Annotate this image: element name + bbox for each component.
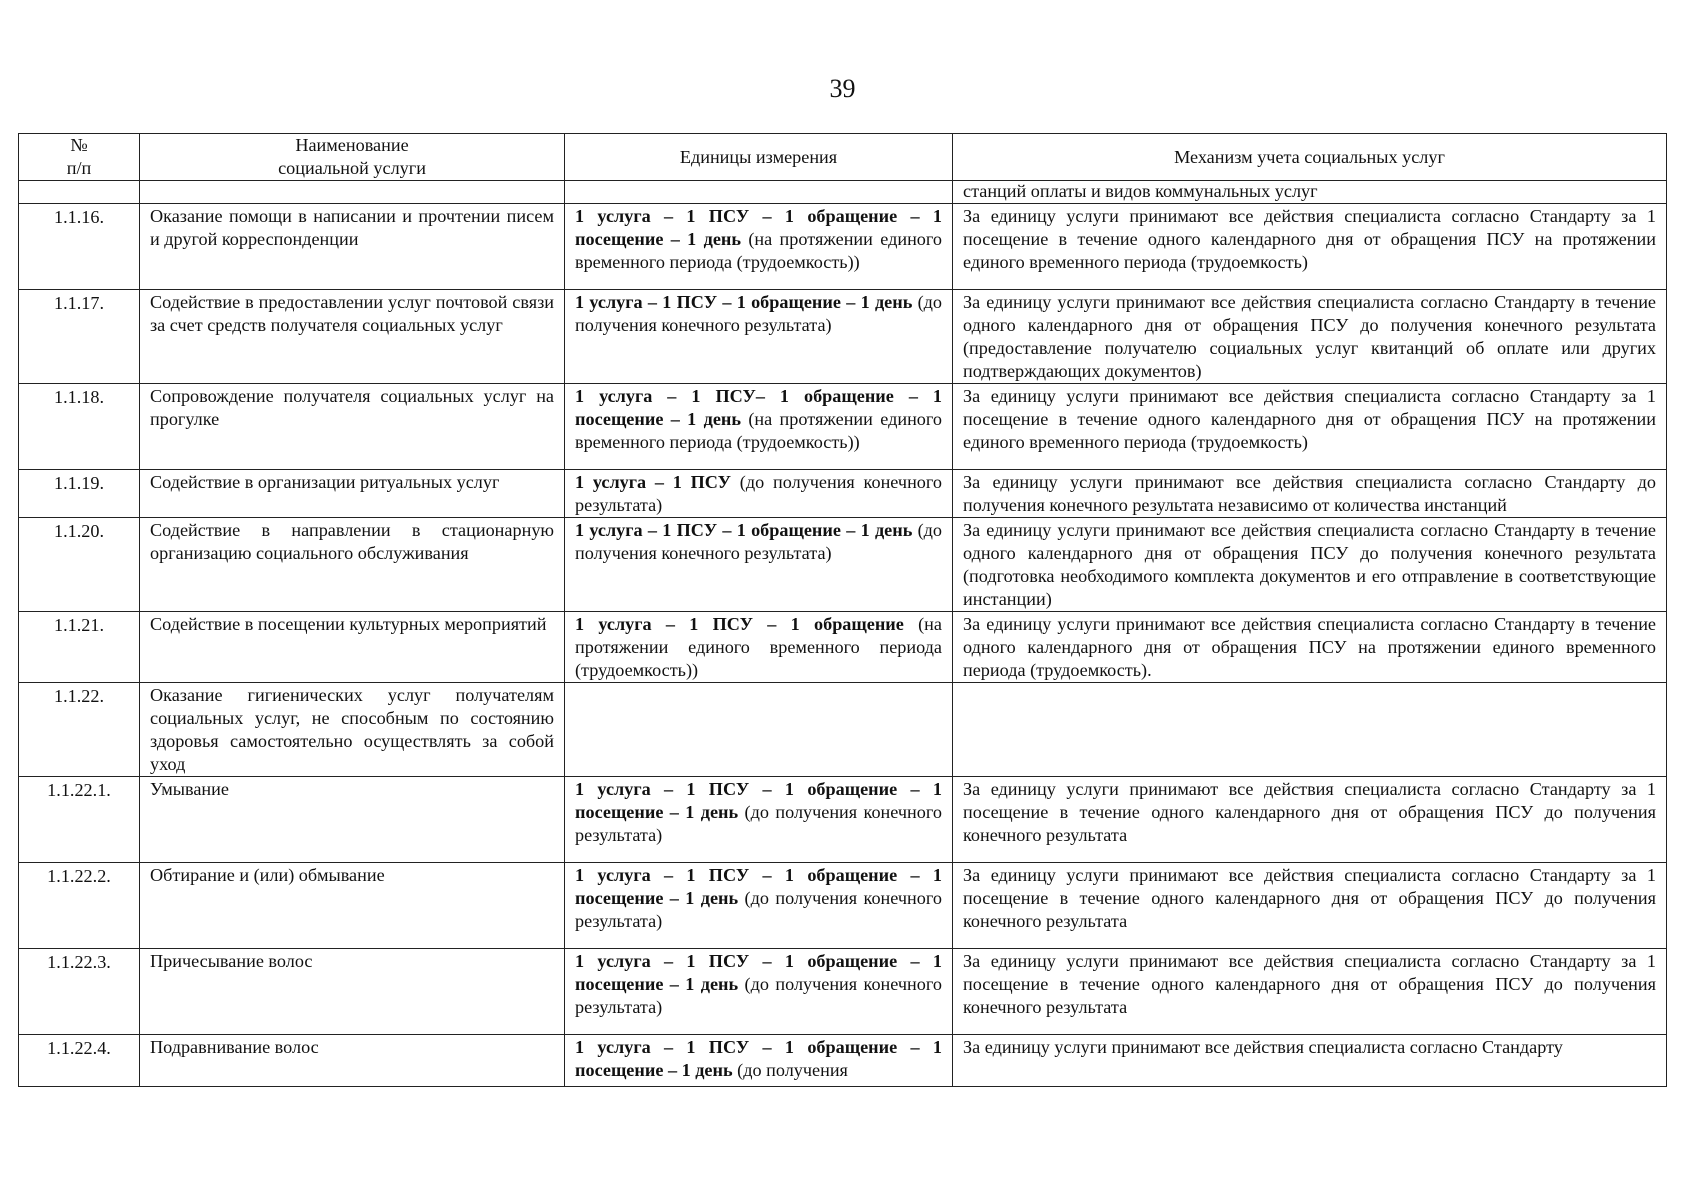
table-row xyxy=(19,518,1667,612)
cell-name: Обтирание и (или) обмывание xyxy=(140,863,565,949)
cell-num: 1.1.22.1. xyxy=(19,777,140,863)
table-row xyxy=(19,949,1667,1035)
cell-mechanism: За единицу услуги принимают все действия специалиста согласно Стандарту в течение одного календарного дня от обращения ПСУ на протяжении единого временного периода (трудоемкость). xyxy=(953,612,1667,683)
units-plain-text: (на протяжении единого временного периода (трудоемкость)) xyxy=(575,409,942,452)
header-num-line1: № xyxy=(70,135,88,155)
units-bold-text: 1 услуга – 1 ПСУ – 1 обращение – 1 посещение – 1 день xyxy=(575,951,942,994)
cell-units xyxy=(565,1035,953,1087)
cell-mechanism: За единицу услуги принимают все действия специалиста согласно Стандарту за 1 посещение в течение одного календарного дня от обращения ПСУ на протяжении единого временного периода (трудоемкость) xyxy=(953,384,1667,470)
cell-units xyxy=(565,384,953,470)
units-plain-text: (до получения конечного результата) xyxy=(575,974,942,1017)
units-plain-text: (на протяжении единого временного периода (трудоемкость)) xyxy=(575,614,942,680)
cell-mechanism xyxy=(953,683,1667,777)
units-bold-text: 1 услуга – 1 ПСУ – 1 обращение – 1 посещение – 1 день xyxy=(575,1037,942,1080)
units-plain-text: (до получения конечного результата) xyxy=(575,292,942,335)
table-row xyxy=(19,683,1667,777)
units-plain-text: (до получения конечного результата) xyxy=(575,520,942,563)
cell-num: 1.1.21. xyxy=(19,612,140,683)
cell-num: 1.1.20. xyxy=(19,518,140,612)
cell-mechanism: За единицу услуги принимают все действия специалиста согласно Стандарту до получения конечного результата независимо от количества инстанций xyxy=(953,470,1667,518)
cell-num: 1.1.19. xyxy=(19,470,140,518)
cell-mechanism: станций оплаты и видов коммунальных услуг xyxy=(953,181,1667,204)
cell-num: 1.1.22. xyxy=(19,683,140,777)
cell-units xyxy=(565,290,953,384)
table-row xyxy=(19,290,1667,384)
cell-name: Содействие в организации ритуальных услуг xyxy=(140,470,565,518)
cell-num: 1.1.16. xyxy=(19,204,140,290)
page-number: 39 xyxy=(829,74,856,103)
cell-mechanism: За единицу услуги принимают все действия специалиста согласно Стандарту за 1 посещение в течение одного календарного дня от обращения ПСУ до получения конечного результата xyxy=(953,949,1667,1035)
cell-num: 1.1.18. xyxy=(19,384,140,470)
units-bold-text: 1 услуга – 1 ПСУ – 1 обращение – 1 посещение – 1 день xyxy=(575,779,942,822)
units-plain-text: (до получения xyxy=(732,1060,848,1080)
table-row xyxy=(19,863,1667,949)
cell-units xyxy=(565,949,953,1035)
units-plain-text: (до получения конечного результата) xyxy=(575,472,942,515)
cell-units xyxy=(565,683,953,777)
cell-units xyxy=(565,777,953,863)
units-bold-text: 1 услуга – 1 ПСУ xyxy=(575,472,732,492)
units-bold-text: 1 услуга – 1 ПСУ – 1 обращение – 1 день xyxy=(575,520,913,540)
cell-units xyxy=(565,470,953,518)
cell-units xyxy=(565,518,953,612)
continuation-row xyxy=(19,181,1667,204)
cell-num: 1.1.22.2. xyxy=(19,863,140,949)
cell-mechanism: За единицу услуги принимают все действия специалиста согласно Стандарту в течение одного календарного дня от обращения ПСУ до получения конечного результата (подготовка необходимого комплекта документов и его отправление в соответствующие инстанции) xyxy=(953,518,1667,612)
units-bold-text: 1 услуга – 1 ПСУ– 1 обращение – 1 посещение – 1 день xyxy=(575,386,942,429)
cell-mechanism: За единицу услуги принимают все действия специалиста согласно Стандарту в течение одного календарного дня от обращения ПСУ до получения конечного результата (предоставление получателю социальных услуг квитанций об оплате или других подтверждающих документов) xyxy=(953,290,1667,384)
cell-units xyxy=(565,181,953,204)
table-row xyxy=(19,470,1667,518)
cell-num: 1.1.17. xyxy=(19,290,140,384)
cell-units xyxy=(565,612,953,683)
cell-name: Сопровождение получателя социальных услуг на прогулке xyxy=(140,384,565,470)
table-row xyxy=(19,204,1667,290)
header-units: Единицы измерения xyxy=(565,134,953,181)
header-num-line2: п/п xyxy=(66,158,92,178)
cell-units xyxy=(565,863,953,949)
cell-name: Содействие в посещении культурных мероприятий xyxy=(140,612,565,683)
units-bold-text: 1 услуга – 1 ПСУ – 1 обращение xyxy=(575,614,904,634)
cell-name: Причесывание волос xyxy=(140,949,565,1035)
header-num xyxy=(19,134,140,181)
cell-units xyxy=(565,204,953,290)
table-row xyxy=(19,384,1667,470)
cell-name: Оказание гигиенических услуг получателям социальных услуг, не способным по состоянию здоровья самостоятельно осуществлять за собой уход xyxy=(140,683,565,777)
units-bold-text: 1 услуга – 1 ПСУ – 1 обращение – 1 день xyxy=(575,292,913,312)
header-name xyxy=(140,134,565,181)
table-row xyxy=(19,612,1667,683)
cell-name: Содействие в направлении в стационарную организацию социального обслуживания xyxy=(140,518,565,612)
cell-name xyxy=(140,181,565,204)
table-row xyxy=(19,777,1667,863)
cell-name: Умывание xyxy=(140,777,565,863)
cell-mechanism: За единицу услуги принимают все действия специалиста согласно Стандарту за 1 посещение в течение одного календарного дня от обращения ПСУ до получения конечного результата xyxy=(953,777,1667,863)
cell-name: Содействие в предоставлении услуг почтовой связи за счет средств получателя социальных услуг xyxy=(140,290,565,384)
cell-num: 1.1.22.4. xyxy=(19,1035,140,1087)
cell-mechanism: За единицу услуги принимают все действия специалиста согласно Стандарту за 1 посещение в течение одного календарного дня от обращения ПСУ на протяжении единого временного периода (трудоемкость) xyxy=(953,204,1667,290)
cell-num: 1.1.22.3. xyxy=(19,949,140,1035)
header-mechanism: Механизм учета социальных услуг xyxy=(953,134,1667,181)
units-plain-text: (на протяжении единого временного периода (трудоемкость)) xyxy=(575,229,942,272)
cell-mechanism: За единицу услуги принимают все действия специалиста согласно Стандарту xyxy=(953,1035,1667,1087)
units-bold-text: 1 услуга – 1 ПСУ – 1 обращение – 1 посещение – 1 день xyxy=(575,206,942,249)
cell-mechanism: За единицу услуги принимают все действия специалиста согласно Стандарту за 1 посещение в течение одного календарного дня от обращения ПСУ до получения конечного результата xyxy=(953,863,1667,949)
table-row xyxy=(19,1035,1667,1087)
header-name-line2: социальной услуги xyxy=(278,158,426,178)
units-bold-text: 1 услуга – 1 ПСУ – 1 обращение – 1 посещение – 1 день xyxy=(575,865,942,908)
cell-name: Подравнивание волос xyxy=(140,1035,565,1087)
table-header-row xyxy=(19,134,1667,181)
units-plain-text: (до получения конечного результата) xyxy=(575,802,942,845)
cell-name: Оказание помощи в написании и прочтении писем и другой корреспонденции xyxy=(140,204,565,290)
cell-num xyxy=(19,181,140,204)
services-table xyxy=(18,133,1667,1087)
units-plain-text: (до получения конечного результата) xyxy=(575,888,942,931)
header-name-line1: Наименование xyxy=(295,135,409,155)
